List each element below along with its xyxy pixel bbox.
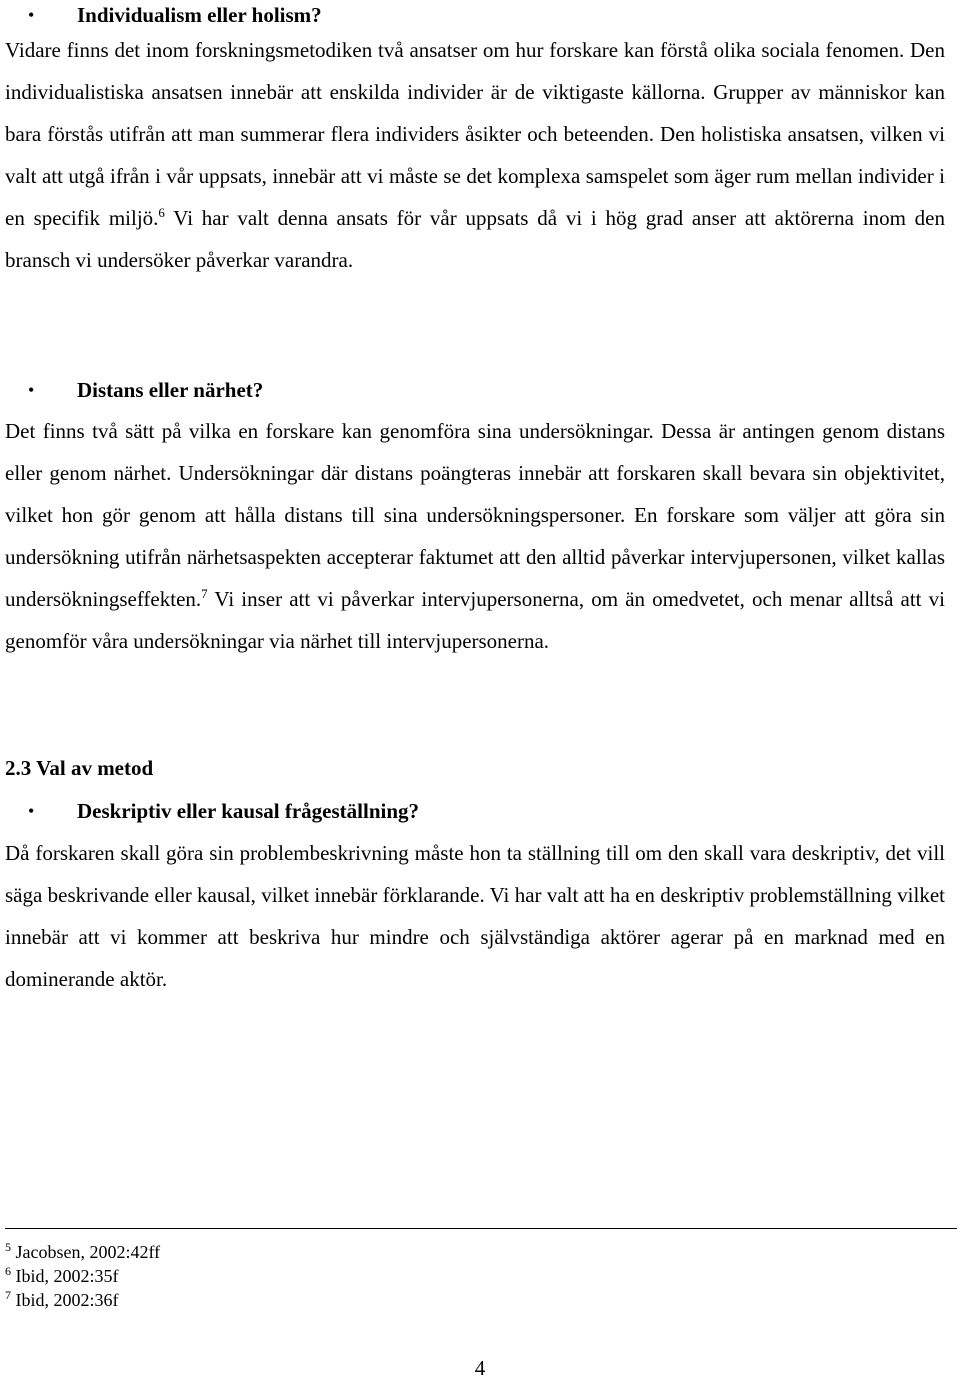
footnote-5 [5,1240,160,1264]
footnotes [5,1240,160,1312]
footnote-ref: 6 [158,205,165,220]
footnote-separator [5,1228,957,1229]
bullet-icon: • [28,801,35,821]
section-title: 2.3 Val av metod [5,756,154,780]
paragraph-text: Vi har valt denna ansats för vår uppsats då vi i hög grad anser att aktörerna inom den bransch vi undersöker påverkar varandra. [5,206,945,272]
heading-text: Distans eller närhet? [77,378,264,402]
paragraph-distans [5,410,945,662]
paragraph-text: Vi inser att vi påverkar intervjupersonerna, om än omedvetet, och menar alltså att vi genomför våra undersökningar via närhet till intervjupersonerna. [5,587,945,653]
footnote-number: 5 [5,1240,11,1254]
heading-text: Individualism eller holism? [77,3,322,27]
footnote-7 [5,1288,160,1312]
footnote-ref: 7 [201,586,208,601]
footnote-number: 7 [5,1288,11,1302]
footnote-text: Ibid, 2002:35f [11,1266,119,1286]
paragraph-individualism [5,29,945,281]
footnote-text: Ibid, 2002:36f [11,1290,119,1310]
footnote-text: Jacobsen, 2002:42ff [11,1242,161,1262]
paragraph-text: Det finns två sätt på vilka en forskare kan genomföra sina undersökningar. Dessa är antingen genom distans eller genom närhet. Undersökningar där distans poängteras innebär att forskaren skall bevara sin objektivitet, vilket hon gör genom att hålla distans till sina undersökningspersoner. En forskare som väljer att göra sin undersökning utifrån närhetsaspekten accepterar faktumet att den alltid påverkar intervjupersonen, vilket kallas undersökningseffekten. [5,419,945,611]
footnote-number: 6 [5,1264,11,1278]
footnote-6 [5,1264,160,1288]
paragraph-deskriptiv [5,832,945,1000]
bullet-icon: • [28,5,35,25]
paragraph-text: Då forskaren skall göra sin problembeskrivning måste hon ta ställning till om den skall vara deskriptiv, det vill säga beskrivande eller kausal, vilket innebär förklarande. Vi har valt att ha en deskriptiv problemställning vilket innebär att vi kommer att beskriva hur mindre och självständiga aktörer agerar på en marknad med en dominerande aktör. [5,841,945,991]
bullet-icon: • [28,380,35,400]
page-number: 4 [474,1356,486,1380]
paragraph-text: Vidare finns det inom forskningsmetodiken två ansatser om hur forskare kan förstå olika sociala fenomen. Den individualistiska ansatsen innebär att enskilda individer är de viktigaste källorna. Grupper av människor kan bara förstås utifrån att man summerar flera individers åsikter och beteenden. Den holistiska ansatsen, vilken vi valt att utgå ifrån i vår uppsats, innebär att vi måste se det komplexa samspelet som äger rum mellan individer i en specifik miljö. [5,38,945,230]
heading-text: Deskriptiv eller kausal frågeställning? [77,799,420,823]
